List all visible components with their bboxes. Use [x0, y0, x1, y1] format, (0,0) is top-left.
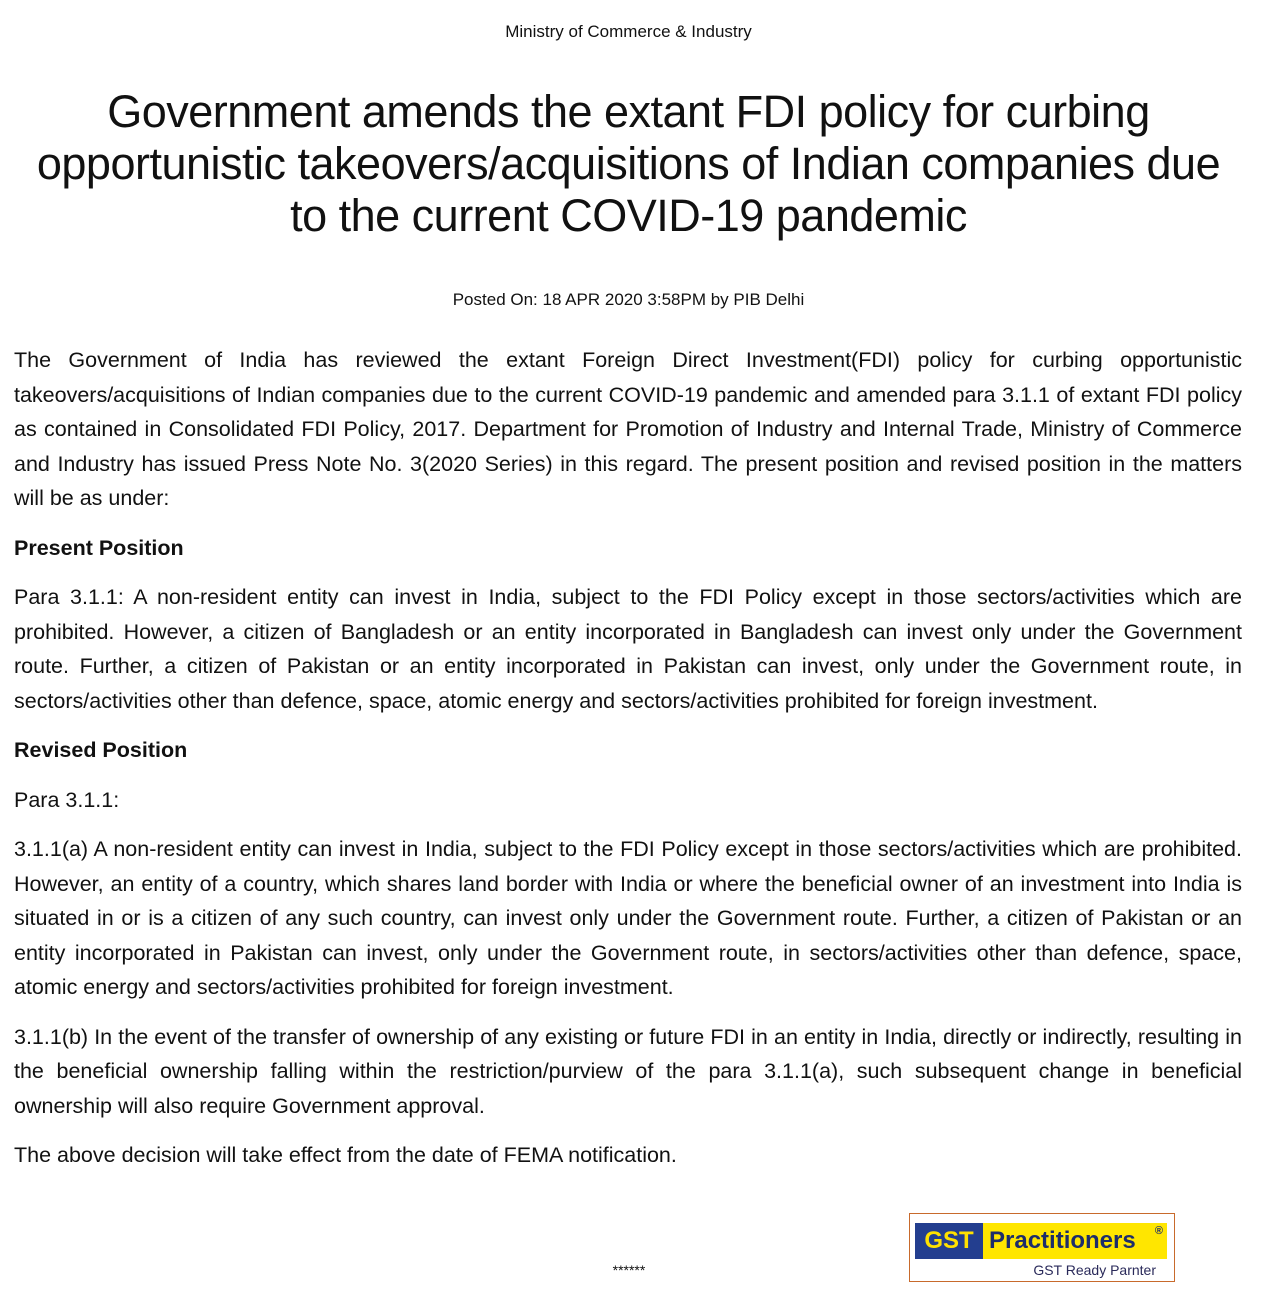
- article-body: [14, 343, 1242, 1188]
- logo-name-block: [983, 1223, 1167, 1259]
- gst-practitioners-logo: [909, 1213, 1175, 1282]
- revised-clause-a: 3.1.1(a) A non-resident entity can invest in India, subject to the FDI Policy except in those sectors/activities which are prohibited. However, an entity of a country, which shares land border with India or where the beneficial owner of an investment into India is situated in or is a citizen of any such country, can invest only under the Government route. Further, a citizen of Pakistan or an entity incorporated in Pakistan can invest, only under the Government route, in sectors/activities other than defence, space, atomic energy and sectors/activities prohibited for foreign investment.: [14, 837, 1242, 999]
- revised-para-label: Para 3.1.1:: [14, 787, 120, 812]
- registered-mark-icon: ®: [1154, 1225, 1163, 1237]
- end-marker: ******: [612, 1262, 646, 1278]
- present-position-heading: Present Position: [14, 535, 184, 560]
- posted-on: Posted On: 18 APR 2020 3:58PM by PIB Delhi: [452, 290, 805, 309]
- closing-statement: The above decision will take effect from the date of FEMA notification.: [14, 1143, 677, 1167]
- logo-tagline: GST Ready Parnter: [1033, 1262, 1156, 1278]
- present-position-text: Para 3.1.1: A non-resident entity can invest in India, subject to the FDI Policy except in those sectors/activities which are prohibited. However, a citizen of Bangladesh or an entity incorporated in Bangladesh can invest only under the Government route. Further, a citizen of Pakistan or an entity incorporated in Pakistan can invest, only under the Government route, in sectors/activities other than defence, space, atomic energy and sectors/activities prohibited for foreign investment.: [14, 585, 1242, 713]
- intro-paragraph: The Government of India has reviewed the extant Foreign Direct Investment(FDI) policy for curbing opportunistic takeovers/acquisitions of Indian companies due to the current COVID-19 pandemic and amended para 3.1.1 of extant FDI policy as contained in Consolidated FDI Policy, 2017. Department for Promotion of Industry and Internal Trade, Ministry of Commerce and Industry has issued Press Note No. 3(2020 Series) in this regard. The present position and revised position in the matters will be as under:: [14, 348, 1242, 510]
- revised-position-heading: Revised Position: [14, 738, 188, 762]
- page-title: Government amends the extant FDI policy for curbing opportunistic takeovers/acquisitions of Indian companies due to the current COVID-19 pandemic: [36, 86, 1221, 241]
- ministry-name: Ministry of Commerce & Industry: [505, 22, 752, 41]
- logo-gst-text: GST: [915, 1223, 983, 1259]
- logo-name-text: Practitioners: [989, 1227, 1136, 1254]
- revised-clause-b: 3.1.1(b) In the event of the transfer of ownership of any existing or future FDI in an entity in India, directly or indirectly, resulting in the beneficial ownership falling within the restriction/purview of the para 3.1.1(a), such subsequent change in beneficial ownership will also require Government approval.: [14, 1024, 1242, 1118]
- logo-band: [915, 1223, 1167, 1259]
